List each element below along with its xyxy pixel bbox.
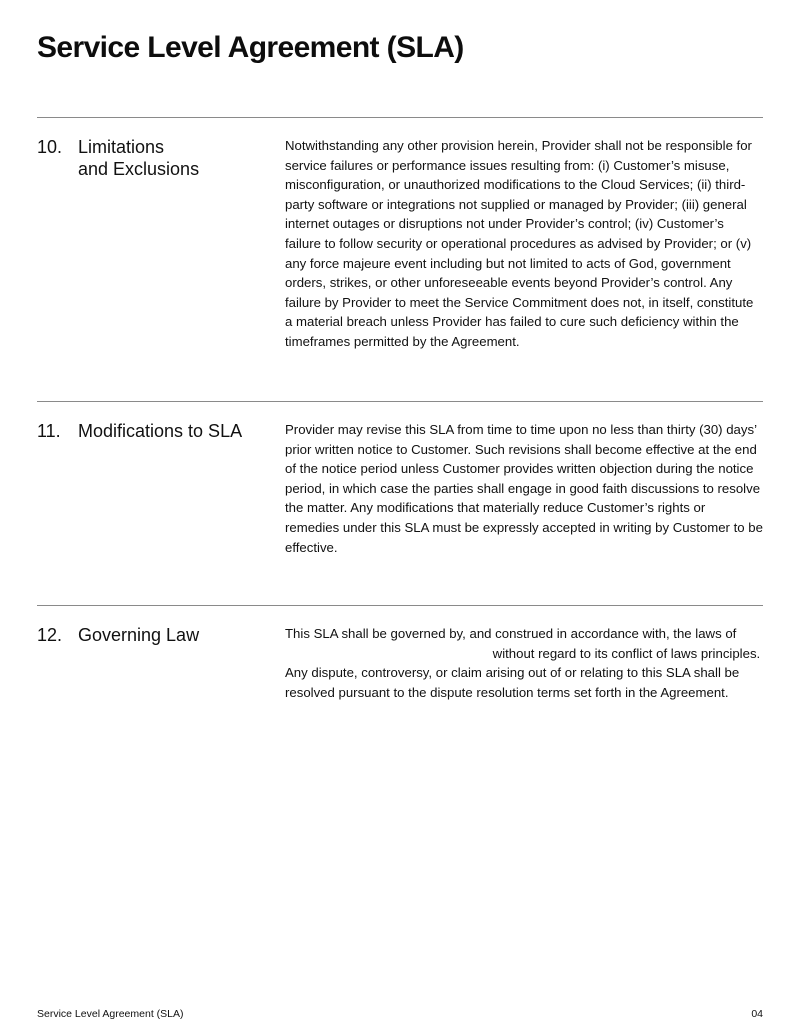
section-body-part-1: This SLA shall be governed by, and construed in accordance with, the laws of	[285, 626, 737, 641]
section-governing-law	[37, 605, 763, 746]
footer-page-number: 04	[751, 1008, 763, 1020]
section-number: 12.	[37, 625, 63, 645]
section-number: 11.	[37, 421, 61, 441]
section-title: Governing Law	[78, 625, 200, 645]
section-body	[285, 624, 763, 702]
footer-document-title: Service Level Agreement (SLA)	[37, 1008, 184, 1020]
section-title-line-2: and Exclusions	[78, 159, 200, 179]
page-title: Service Level Agreement (SLA)	[37, 31, 464, 64]
section-modifications	[37, 401, 763, 605]
section-title	[78, 136, 268, 180]
section-number: 10.	[37, 137, 63, 157]
section-body: Notwithstanding any other provision herein, Provider shall not be responsible for service failures or performance issues resulting from: (i) Customer’s misuse, misconfiguration, or unauthorized modifications to the Cloud Services; (ii) third-party software or integrations not supplied or managed by Provider; (iii) general internet outages or disruptions not under Provider’s control; (iv) Customer’s failure to follow security or operational procedures as advised by Provider; or (v) any force majeure event including but not limited to acts of God, government orders, strikes, or other unforeseeable events beyond Provider’s control. Any failure by Provider to meet the Service Commitment does not, in itself, constitute a material breach unless Provider has failed to cure such deficiency within the timeframes permitted by the Agreement.	[285, 138, 754, 349]
section-body-part-2: without regard to its conflict of laws principles. Any dispute, controversy, or claim arising out of or relating to this SLA shall be resolved pursuant to the dispute resolution terms set forth in the Agreement.	[285, 645, 761, 700]
section-title: Modifications to SLA	[78, 421, 243, 441]
section-body: Provider may revise this SLA from time to time upon no less than thirty (30) days’ prior written notice to Customer. Such revisions shall become effective at the end of the notice period unless Customer provides written objection during the notice period, in which case the parties shall engage in good faith discussions to resolve the matter. Any modifications that materially reduce Customer’s rights or remedies under this SLA must be expressly accepted in writing by Customer to be effective.	[285, 422, 763, 555]
section-title-line-1: Limitations	[78, 137, 165, 157]
section-limitations	[37, 117, 763, 401]
